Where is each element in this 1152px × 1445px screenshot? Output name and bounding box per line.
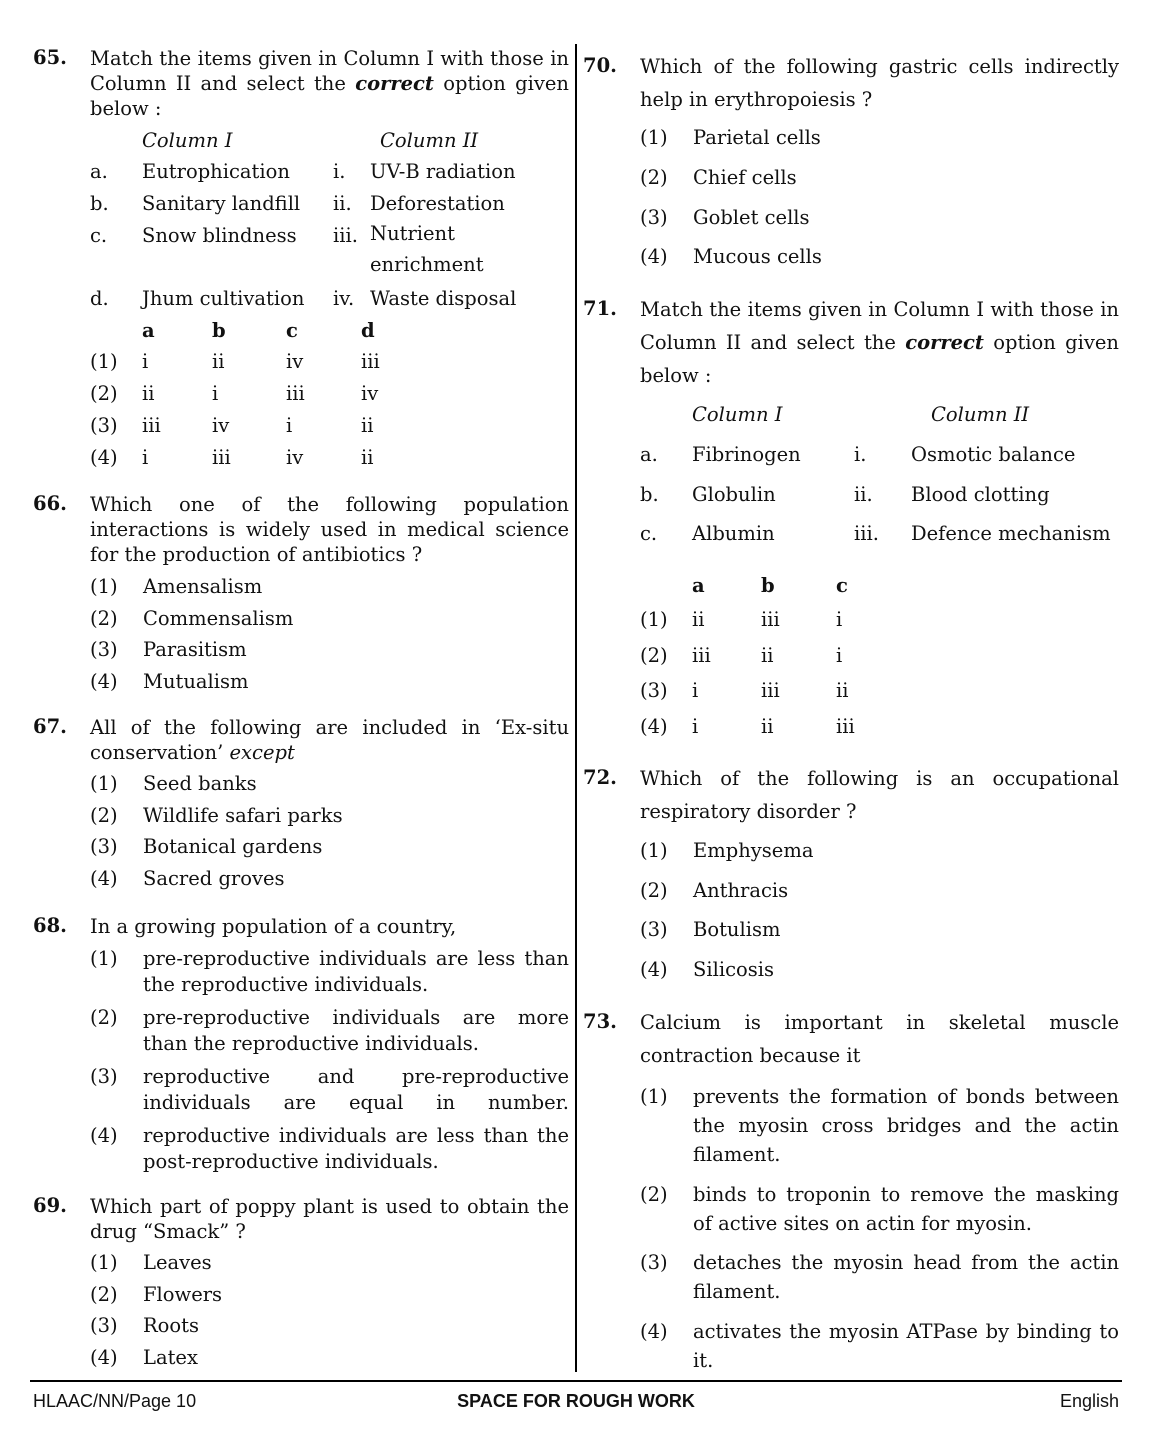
answer-cell: iv [361, 382, 379, 405]
option[interactable]: (1) Emphysema [640, 839, 814, 862]
question-number: 70. [583, 54, 617, 77]
question-number: 72. [583, 766, 617, 789]
answer-cell: i [142, 350, 149, 373]
question-69 [33, 1194, 569, 1369]
row-match: Waste disposal [370, 287, 517, 310]
row-item: Snow blindness [142, 224, 297, 247]
answer-cell: iii [836, 715, 855, 738]
row-key: c. [640, 522, 658, 545]
question-text: Which part of poppy plant is used to obtain the drug “Smack” ? [90, 1195, 569, 1243]
column-divider [575, 44, 577, 1372]
question-number: 67. [33, 715, 67, 738]
option[interactable]: (4) activates the myosin ATPase by binding to it. [640, 1320, 1119, 1372]
question-number: 68. [33, 914, 67, 937]
answer-cell: i [836, 608, 843, 631]
row-item: Albumin [692, 522, 775, 545]
row-item: Sanitary landfill [142, 192, 301, 215]
row-item: Fibrinogen [692, 443, 801, 466]
option[interactable]: (1) Parietal cells [640, 126, 821, 149]
row-key: b. [90, 192, 109, 215]
answer-cell: ii [142, 382, 155, 405]
answer-cell: iv [286, 350, 304, 373]
row-match: Blood clotting [911, 483, 1050, 506]
answer-cell: ii [212, 350, 225, 373]
option[interactable]: (1) prevents the formation of bonds between the myosin cross bridges and the actin filament. [640, 1085, 1119, 1166]
option[interactable]: (3) Botulism [640, 918, 781, 941]
option[interactable]: (4) Latex [90, 1346, 198, 1369]
option-number: (2) [640, 644, 668, 667]
answer-cell: ii [361, 446, 374, 469]
answer-cell: ii [692, 608, 705, 631]
row-item: Globulin [692, 483, 776, 506]
answer-cell: i [286, 414, 293, 437]
question-68 [33, 914, 569, 1173]
option[interactable]: (2) Anthracis [640, 879, 789, 902]
answer-header: c [836, 574, 848, 597]
option[interactable]: (3) reproductive and pre-reproductive individuals are equal in number. [90, 1065, 569, 1114]
answer-cell: iii [361, 350, 380, 373]
option-number: (2) [90, 382, 118, 405]
question-70 [583, 50, 1119, 268]
option-number: (4) [640, 715, 668, 738]
question-number: 65. [33, 46, 67, 69]
column-2-header: Column II [931, 403, 1030, 426]
option[interactable]: (2) Wildlife safari parks [90, 804, 343, 827]
row-roman: ii. [333, 192, 352, 215]
answer-header: d [361, 319, 375, 342]
answer-cell: i [836, 644, 843, 667]
footer-rough-work: SPACE FOR ROUGH WORK [457, 1391, 695, 1411]
row-key: a. [90, 160, 108, 183]
answer-cell: ii [361, 414, 374, 437]
option[interactable]: (2) Flowers [90, 1283, 223, 1306]
answer-header: b [212, 319, 226, 342]
row-match: UV-B radiation [370, 160, 516, 183]
option-number: (1) [640, 608, 668, 631]
question-72 [583, 762, 1119, 981]
answer-cell: ii [836, 679, 849, 702]
row-roman: i. [854, 443, 867, 466]
option[interactable]: (2) binds to troponin to remove the masking of active sites on actin for myosin. [640, 1183, 1119, 1235]
question-number: 66. [33, 492, 67, 515]
row-key: c. [90, 224, 108, 247]
column-1-header: Column I [692, 403, 783, 426]
question-text: Which of the following gastric cells indirectly help in erythropoiesis ? [640, 55, 1119, 111]
question-text: Which one of the following population interactions is widely used in medical science for the production of antibiotics ? [90, 493, 569, 566]
row-roman: i. [333, 160, 346, 183]
option-number: (3) [90, 414, 118, 437]
option[interactable]: (4) reproductive individuals are less than the post-reproductive individuals. [90, 1124, 569, 1173]
answer-cell: i [142, 446, 149, 469]
option[interactable]: (2) Chief cells [640, 166, 797, 189]
option[interactable]: (4) Sacred groves [90, 867, 285, 890]
question-number: 73. [583, 1010, 617, 1033]
row-item: Jhum cultivation [142, 287, 305, 310]
answer-header: c [286, 319, 298, 342]
answer-header: a [692, 574, 705, 597]
answer-cell: i [212, 382, 219, 405]
option[interactable]: (3) Roots [90, 1314, 200, 1337]
answer-cell: iii [761, 608, 780, 631]
question-text: Which of the following is an occupational respiratory disorder ? [640, 767, 1119, 823]
question-67 [33, 715, 569, 890]
option[interactable]: (1) pre-reproductive individuals are less than the reproductive individuals. [90, 947, 569, 996]
column-2-header: Column II [380, 129, 479, 152]
question-number: 71. [583, 297, 617, 320]
option-number: (3) [640, 679, 668, 702]
question-text: Calcium is important in skeletal muscle contraction because it [640, 1011, 1119, 1067]
answer-cell: iii [761, 679, 780, 702]
option[interactable]: (2) Commensalism [90, 607, 294, 630]
option[interactable]: (1) Leaves [90, 1251, 212, 1274]
option[interactable]: (2) pre-reproductive individuals are more than the reproductive individuals. [90, 1006, 569, 1055]
row-item: Eutrophication [142, 160, 290, 183]
row-match: Defence mechanism [911, 522, 1111, 545]
question-text: Match the items given in Column I with those in Column II and select the correct option given below : [90, 47, 569, 120]
row-match: Osmotic balance [911, 443, 1076, 466]
answer-cell: iv [212, 414, 230, 437]
column-1-header: Column I [142, 129, 233, 152]
answer-cell: i [692, 715, 699, 738]
footer-rule [30, 1380, 1122, 1382]
option[interactable]: (3) Goblet cells [640, 206, 810, 229]
option[interactable]: (3) Parasitism [90, 638, 247, 661]
option[interactable]: (4) Silicosis [640, 958, 774, 981]
answer-cell: iii [142, 414, 161, 437]
question-66 [33, 492, 569, 693]
answer-cell: ii [761, 715, 774, 738]
row-roman: ii. [854, 483, 873, 506]
option[interactable]: (3) Botanical gardens [90, 835, 323, 858]
row-key: a. [640, 443, 658, 466]
question-text: All of the following are included in ‘Ex-situ conservation’ except [90, 716, 569, 764]
row-key: b. [640, 483, 659, 506]
row-key: d. [90, 287, 109, 310]
option[interactable]: (3) detaches the myosin head from the actin filament. [640, 1251, 1119, 1303]
row-roman: iii. [854, 522, 879, 545]
answer-cell: iv [286, 446, 304, 469]
question-text: In a growing population of a country, [90, 915, 457, 938]
question-71 [583, 293, 1119, 738]
option[interactable]: (4) Mutualism [90, 670, 249, 693]
answer-cell: ii [761, 644, 774, 667]
question-text: Match the items given in Column I with those in Column II and select the correct option given below : [640, 298, 1119, 387]
option[interactable]: (4) Mucous cells [640, 245, 822, 268]
option[interactable]: (1) Seed banks [90, 772, 257, 795]
answer-cell: i [692, 679, 699, 702]
answer-header: a [142, 319, 155, 342]
row-match: Deforestation [370, 192, 505, 215]
option-number: (1) [90, 350, 118, 373]
row-match: Nutrient enrichment [370, 222, 484, 276]
footer-language: English [1059, 1391, 1119, 1411]
question-73 [583, 1006, 1119, 1372]
row-roman: iii. [333, 224, 358, 247]
answer-header: b [761, 574, 775, 597]
answer-cell: iii [286, 382, 305, 405]
answer-cell: iii [212, 446, 231, 469]
option-number: (4) [90, 446, 118, 469]
option[interactable]: (1) Amensalism [90, 575, 263, 598]
row-roman: iv. [333, 287, 355, 310]
footer-page-id: HLAAC/NN/Page 10 [33, 1391, 197, 1411]
question-number: 69. [33, 1194, 67, 1217]
answer-cell: iii [692, 644, 711, 667]
question-65 [33, 46, 569, 469]
